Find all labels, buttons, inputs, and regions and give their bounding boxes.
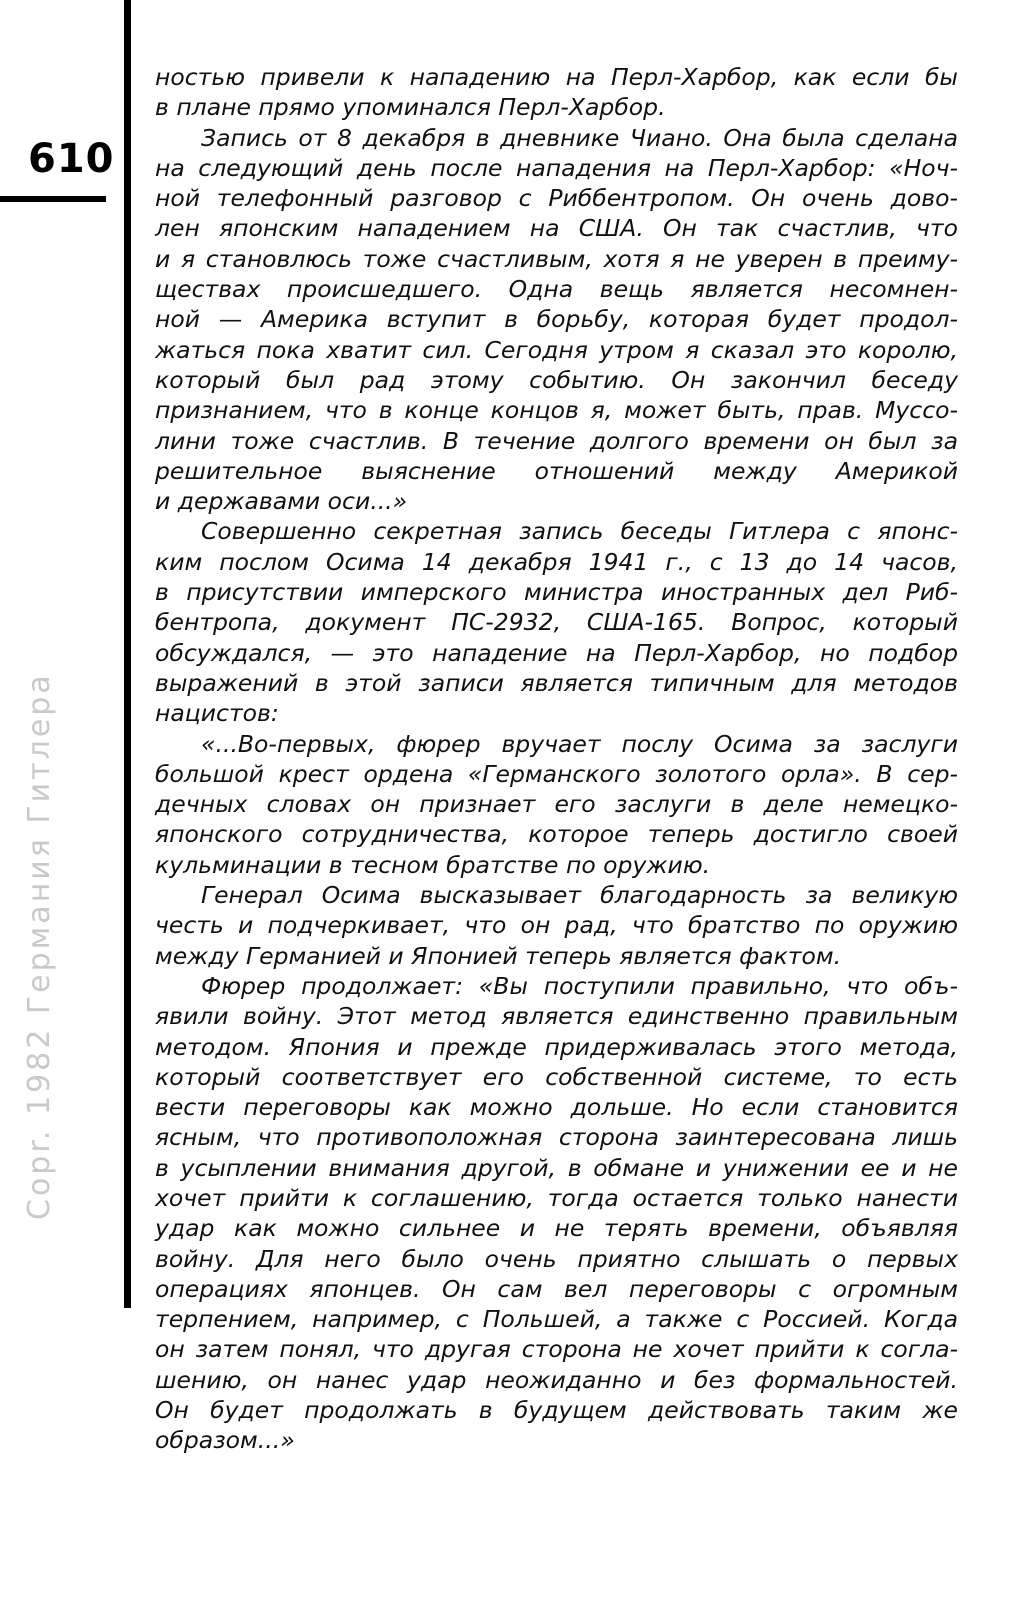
text-line: он затем понял, что другая сторона не хочет прийти к согла- [155,1335,958,1364]
text-line: ной — Америка вступит в борьбу, которая будет продол- [155,305,958,334]
text-line: в присутствии имперского министра иностранных дел Риб- [155,578,958,607]
text-line: войну. Для него было очень приятно слышать о первых [155,1244,958,1273]
text-line: методом. Япония и прежде придерживалась этого метода, [155,1032,958,1061]
text-line: который был рад этому событию. Он закончил беседу [155,365,958,394]
text-line: который соответствует его собственной системе, то есть [155,1062,958,1091]
text-line: выражений в этой записи является типичным для методов [155,668,958,697]
text-line: дечных словах он признает его заслуги в деле немецко- [155,790,958,819]
text-line: образом...» [155,1426,295,1455]
margin-bar [124,0,131,1308]
text-line: Генерал Осима высказывает благодарность за великую [201,881,958,910]
text-line: жаться пока хватит сил. Сегодня утром я сказал это королю, [155,335,958,364]
text-line: честь и подчеркивает, что он рад, что братство по оружию [155,911,958,940]
text-line: между Германией и Японией теперь является фактом. [155,941,842,970]
text-line: ществах происшедшего. Одна вещь является несомнен- [155,275,958,304]
text-line: лен японским нападением на США. Он так счастлив, что [155,214,958,243]
text-line: признанием, что в конце концов я, может быть, прав. Муссо- [155,396,958,425]
text-line: в плане прямо упоминался Перл-Харбор. [155,93,666,122]
text-line: вести переговоры как можно дольше. Но если становится [155,1093,958,1122]
text-line: ясным, что противоположная сторона заинтересована лишь [155,1123,958,1152]
margin-watermark: Copr. 1982 Германия Гитлера [22,672,57,1220]
text-line: большой крест ордена «Германского золотого орла». В сер- [155,759,958,788]
page-number: 610 [28,136,115,182]
text-line: Он будет продолжать в будущем действовать таким же [155,1396,958,1425]
text-line: обсуждался, — это нападение на Перл-Харбор, но подбор [155,638,958,667]
text-line: бентропа, документ ПС-2932, США-165. Вопрос, который [155,608,958,637]
text-line: и державами оси...» [155,487,408,516]
text-line: Совершенно секретная запись беседы Гитлера с японс- [201,517,958,546]
text-line: ной телефонный разговор с Риббентропом. Он очень дово- [155,184,958,213]
text-line: хочет прийти к соглашению, тогда остается только нанести [155,1183,958,1212]
text-line: в усыплении внимания другой, в обмане и унижении ее и не [155,1153,958,1182]
text-line: «...Во-первых, фюрер вручает послу Осима за заслуги [201,729,958,758]
text-line: нацистов: [155,699,279,728]
text-line: явили войну. Этот метод является единственно правильным [155,1002,958,1031]
text-line: шению, он нанес удар неожиданно и без формальностей. [155,1365,958,1394]
text-line: японского сотрудничества, которое теперь достигло своей [155,820,958,849]
page-number-rule [0,196,106,202]
text-line: Фюрер продолжает: «Вы поступили правильно, что объ- [201,971,958,1000]
text-line: решительное выяснение отношений между Америкой [155,456,958,485]
text-line: ким послом Осима 14 декабря 1941 г., с 13 до 14 часов, [155,547,958,576]
text-line: и я становлюсь тоже счастливым, хотя я не уверен в преиму- [155,244,958,273]
text-line: на следующий день после нападения на Перл-Харбор: «Ноч- [155,153,958,182]
text-line: терпением, например, с Польшей, а также с Россией. Когда [155,1305,958,1334]
text-line: Запись от 8 декабря в дневнике Чиано. Она была сделана [201,123,958,152]
text-line: лини тоже счастлив. В течение долгого времени он был за [155,426,958,455]
body-text [155,62,958,1456]
text-line: удар как можно сильнее и не терять времени, объявляя [155,1214,958,1243]
text-line: кульминации в тесном братстве по оружию. [155,850,711,879]
text-line: ностью привели к нападению на Перл-Харбор, как если бы [155,63,958,91]
text-line: операциях японцев. Он сам вел переговоры с огромным [155,1274,958,1303]
